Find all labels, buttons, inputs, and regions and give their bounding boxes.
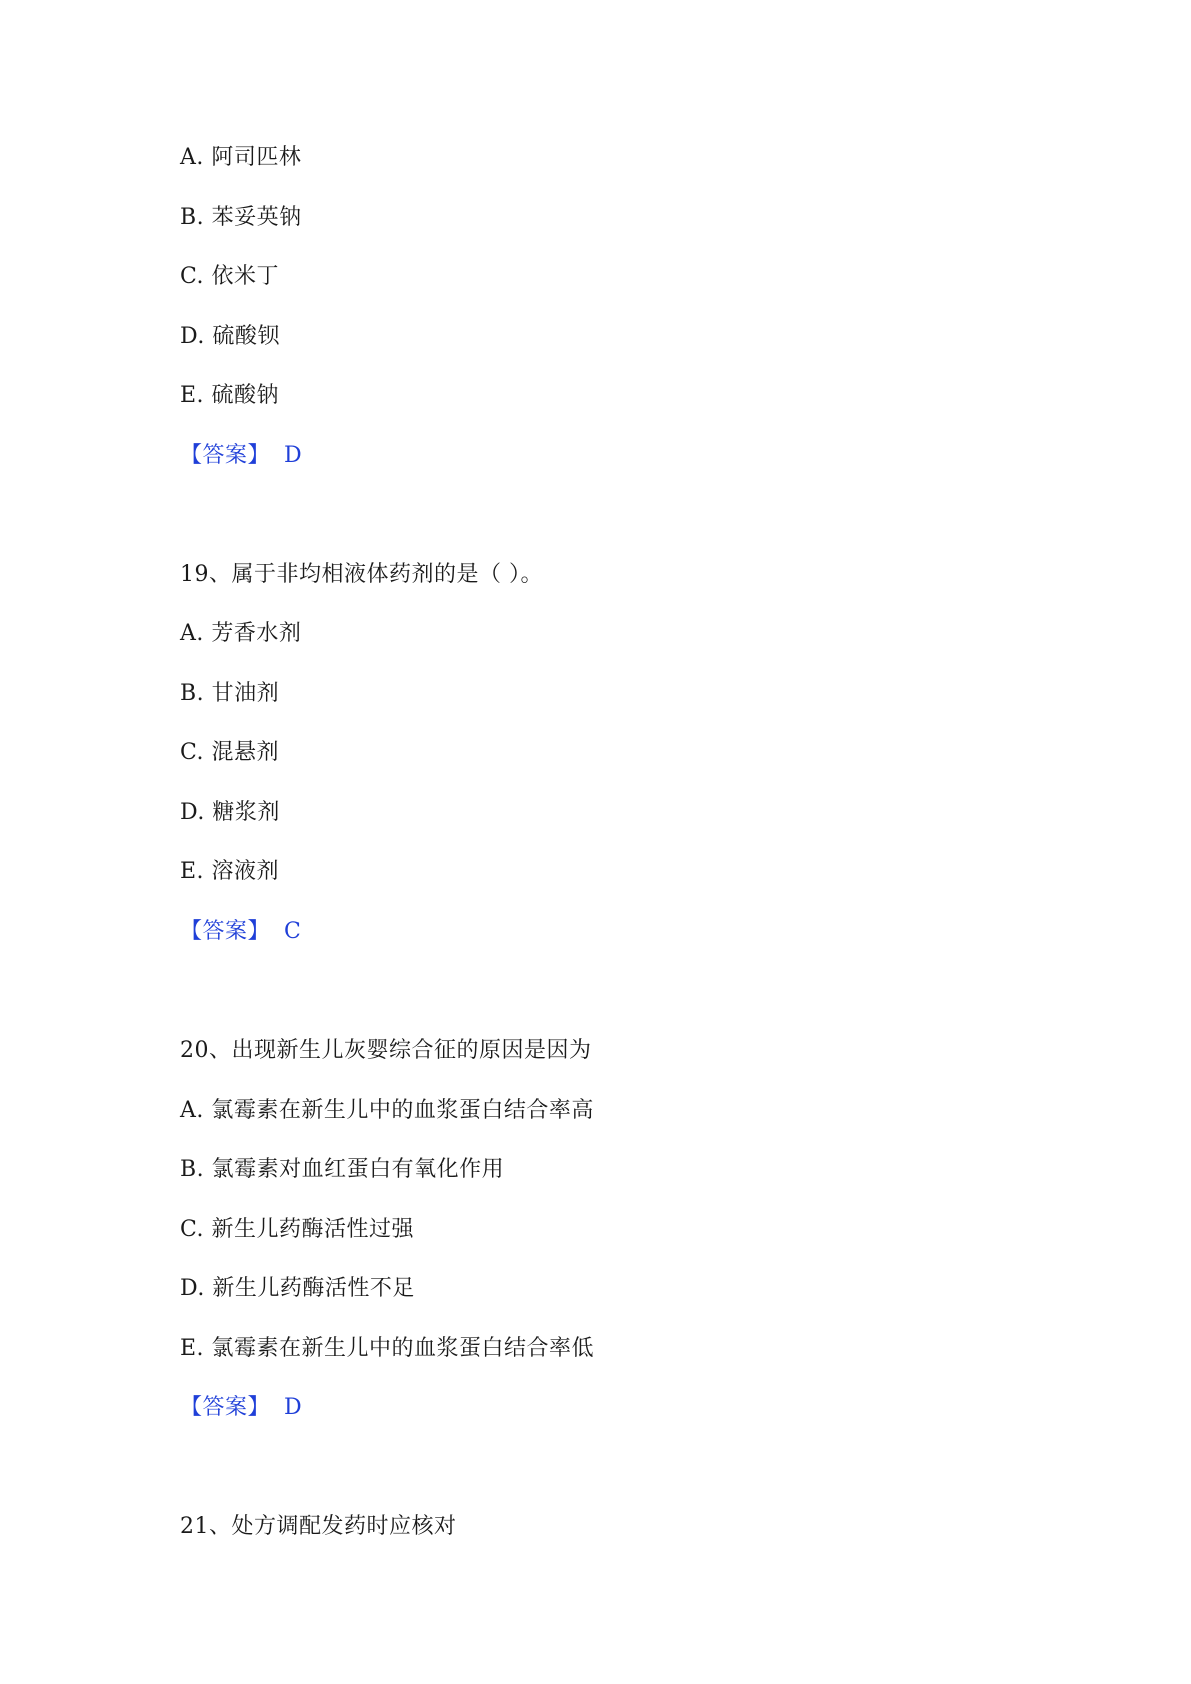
- answer-label: 【答案】: [180, 443, 271, 468]
- answer-line: [180, 917, 301, 947]
- option-c: C. 依米丁: [180, 264, 280, 289]
- option-e: E. 氯霉素在新生儿中的血浆蛋白结合率低: [180, 1336, 595, 1361]
- answer-value: C: [284, 919, 302, 944]
- answer-label: 【答案】: [180, 919, 271, 944]
- option-b: B. 氯霉素对血红蛋白有氧化作用: [180, 1157, 505, 1182]
- question-title: 20、出现新生儿灰婴综合征的原因是因为: [180, 1038, 592, 1063]
- answer-line: [180, 1393, 302, 1423]
- option-d: D. 糖浆剂: [180, 800, 280, 825]
- option-e: E. 溶液剂: [180, 859, 280, 884]
- option-a: A. 氯霉素在新生儿中的血浆蛋白结合率高: [180, 1098, 594, 1123]
- option-d: D. 硫酸钡: [180, 324, 280, 349]
- option-c: C. 混悬剂: [180, 740, 280, 765]
- question-title: 21、处方调配发药时应核对: [180, 1514, 457, 1539]
- option-e: E. 硫酸钠: [180, 383, 280, 408]
- option-b: B. 甘油剂: [180, 681, 280, 706]
- answer-value: D: [284, 1395, 303, 1420]
- question-title: 19、属于非均相液体药剂的是（ ）。: [180, 562, 543, 587]
- answer-label: 【答案】: [180, 1395, 271, 1420]
- option-d: D. 新生儿药酶活性不足: [180, 1276, 415, 1301]
- option-c: C. 新生儿药酶活性过强: [180, 1217, 415, 1242]
- option-a: A. 阿司匹林: [180, 145, 302, 170]
- option-b: B. 苯妥英钠: [180, 205, 302, 230]
- answer-line: [180, 441, 302, 471]
- option-a: A. 芳香水剂: [180, 621, 302, 646]
- answer-value: D: [284, 443, 303, 468]
